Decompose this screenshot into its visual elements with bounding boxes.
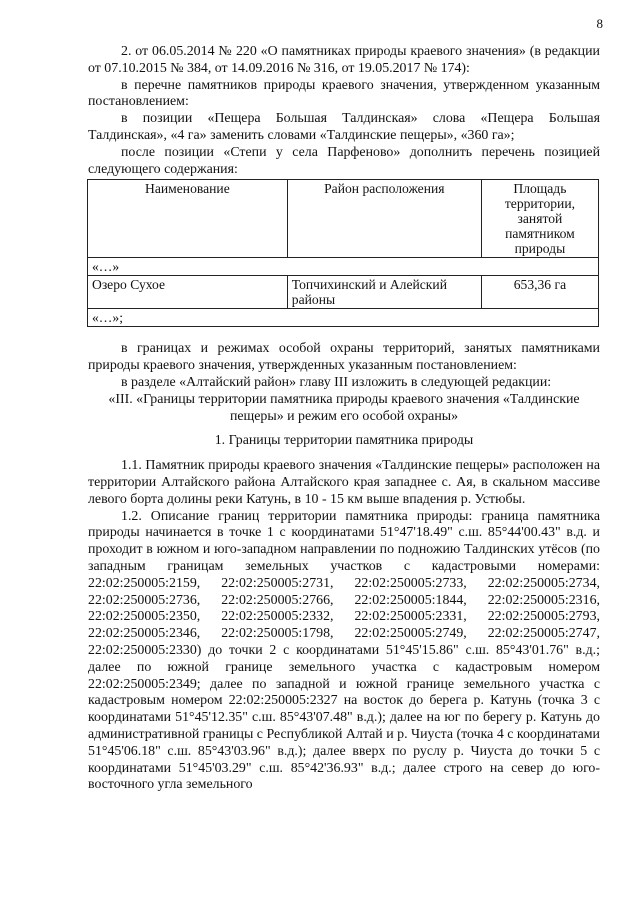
table-cell-name: Озеро Сухое	[88, 276, 288, 309]
paragraph-borders-regimes: в границах и режимах особой охраны территорий, занятых памятниками природы краевого значения, утвержденных указанным постановлением:	[88, 341, 600, 374]
paragraph-1-1: 1.1. Памятник природы краевого значения «Талдинские пещеры» расположен на территории Алтайского района Алтайского края западнее с. Ая, в скальном массиве левого борта долины реки Катунь, в 10 - 15 км выше впадения р. Устюбы.	[88, 458, 600, 507]
page-number: 8	[596, 16, 603, 31]
table-cell-ellipsis-bottom: «…»;	[88, 309, 599, 327]
table-header-name: Наименование	[88, 180, 288, 258]
table-row-ellipsis-bottom	[88, 309, 599, 327]
paragraph-section-altai: в разделе «Алтайский район» главу III изложить в следующей редакции:	[121, 374, 552, 390]
table-row	[88, 276, 599, 309]
inserted-position-table	[87, 179, 599, 327]
table-cell-ellipsis-top: «…»	[88, 258, 599, 276]
table-cell-area: 653,36 га	[481, 276, 598, 309]
paragraph-in-list: в перечне памятников природы краевого значения, утвержденном указанным постановлением:	[88, 77, 600, 110]
table-row-ellipsis-top	[88, 258, 599, 276]
table-header-area: Площадь территории, занятой памятником природы	[481, 180, 598, 258]
document-body	[88, 44, 600, 794]
section-heading: 1. Границы территории памятника природы	[214, 433, 474, 449]
paragraph-replace-position: в позиции «Пещера Большая Талдинская» слова «Пещера Большая Талдинская», «4 га» заменить словами «Талдинские пещеры», «360 га»;	[88, 111, 600, 143]
chapter-title: «III. «Границы территории памятника природы краевого значения «Талдинские пещеры» и режим его особой охраны»	[108, 391, 580, 424]
paragraph-add-position: после позиции «Степи у села Парфеново» дополнить перечень позицией следующего содержания:	[88, 144, 600, 177]
table-header-district: Район расположения	[287, 180, 481, 258]
paragraph-amendment-2: 2. от 06.05.2014 № 220 «О памятниках природы краевого значения» (в редакции от 07.10.2015 № 384, от 14.09.2016 № 316, от 19.05.2017 № 174):	[88, 44, 600, 76]
table-header-row	[88, 180, 599, 258]
paragraph-1-2: 1.2. Описание границ территории памятника природы: граница памятника природы начинается в точке 1 с координатами 51°47'18.49" с.ш. 85°44'00.43" в.д. и проходит в южном и юго-западном направлении по подножию Талдинских утёсов (по западным границам земельных участков с кадастровыми номерами: 22:02:250005:2159, 22:02:250005:2731, 22:02:250005:2733, 22:02:250005:2734, 22:02:250005:2736, 22:02:250005:2766, 22:02:250005:1844, 22:02:250005:2316, 22:02:250005:2350, 22:02:250005:2332, 22:02:250005:2331, 22:02:250005:2793, 22:02:250005:2346, 22:02:250005:1798, 22:02:250005:2749, 22:02:250005:2747, 22:02:250005:2330) до точки 2 с координатами 51°45'15.86" с.ш. 85°43'01.76" в.д.; далее по южной границе земельного участка с кадастровым номером 22:02:250005:2349; далее по западной и южной границе земельного участка с кадастровым номером 22:02:250005:2327 на восток до берега р. Катунь (точка 3 с координатами 51°45'12.35" с.ш. 85°43'07.48" в.д.); далее на юг по берегу р. Катунь до административной границы с Республикой Алтай и р. Чиуста (точка 4 с координатами 51°45'06.18" с.ш. 85°43'03.96" в.д.); далее вверх по руслу р. Чиуста до точки 5 с координатами 51°45'03.29" с.ш. 85°42'36.93" в.д.; далее строго на север до юго-восточного угла земельного	[88, 508, 600, 793]
table-cell-district: Топчихинский и Алейский районы	[287, 276, 481, 309]
